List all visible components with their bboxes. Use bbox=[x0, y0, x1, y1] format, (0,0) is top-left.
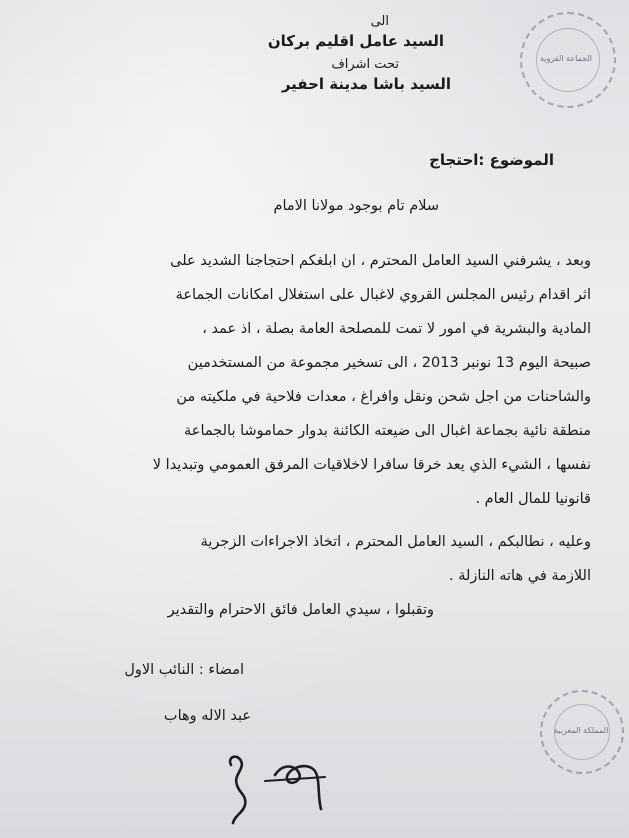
body-line: صبيحة اليوم 13 نونبر 2013 ، الى تسخير مجموعة من المستخدمين bbox=[187, 355, 591, 371]
header-to: الى bbox=[370, 14, 389, 29]
request-line: وعليه ، نطالبكم ، السيد العامل المحترم ، اتخاذ الاجراءات الزجرية bbox=[200, 534, 591, 550]
signature-label: امضاء : النائب الاول bbox=[124, 662, 244, 678]
body-line: قانونيا للمال العام . bbox=[475, 491, 591, 507]
body-line: والشاحنات من اجل شحن ونقل وافراغ ، معدات فلاحية في ملكيته من bbox=[176, 389, 591, 405]
official-stamp-top bbox=[520, 12, 616, 108]
body-line: وبعد ، يشرفني السيد العامل المحترم ، ان ابلغكم احتجاجنا الشديد على bbox=[170, 253, 591, 269]
body-line: نفسها ، الشيء الذي يعد خرقا سافرا لاخلاقيات المرفق العمومي وتبديدا لا bbox=[152, 457, 591, 473]
stamp-bottom-text: المملكة المغربية bbox=[554, 726, 609, 735]
letter-closing: وتقبلوا ، سيدي العامل فائق الاحترام والتقدير bbox=[167, 602, 434, 618]
request-line: اللازمة في هاته النازلة . bbox=[448, 568, 591, 584]
letter-subject: الموضوع :احتجاج bbox=[429, 151, 554, 169]
header-governor: السيد عامل اقليم بركان bbox=[267, 32, 444, 50]
header-pasha: السيد باشا مدينة احفير bbox=[281, 75, 451, 93]
letter-greeting: سلام تام بوجود مولانا الامام bbox=[273, 198, 439, 214]
header-supervision: تحت اشراف bbox=[331, 57, 399, 72]
body-line: منطقة نائية بجماعة اغبال الى ضيعته الكائنة بدوار حماموشا بالجماعة bbox=[184, 423, 591, 439]
body-line: اثر اقدام رئيس المجلس القروي لاغبال على استغلال امكانات الجماعة bbox=[175, 287, 591, 303]
official-stamp-bottom bbox=[540, 690, 624, 774]
stamp-top-text: الجماعة القروية bbox=[540, 54, 592, 63]
signature-name: عبد الاله وهاب bbox=[163, 708, 251, 724]
body-line: المادية والبشرية في امور لا تمت للمصلحة العامة بصلة ، اذ عمد ، bbox=[202, 321, 591, 337]
handwritten-signature bbox=[225, 735, 355, 830]
